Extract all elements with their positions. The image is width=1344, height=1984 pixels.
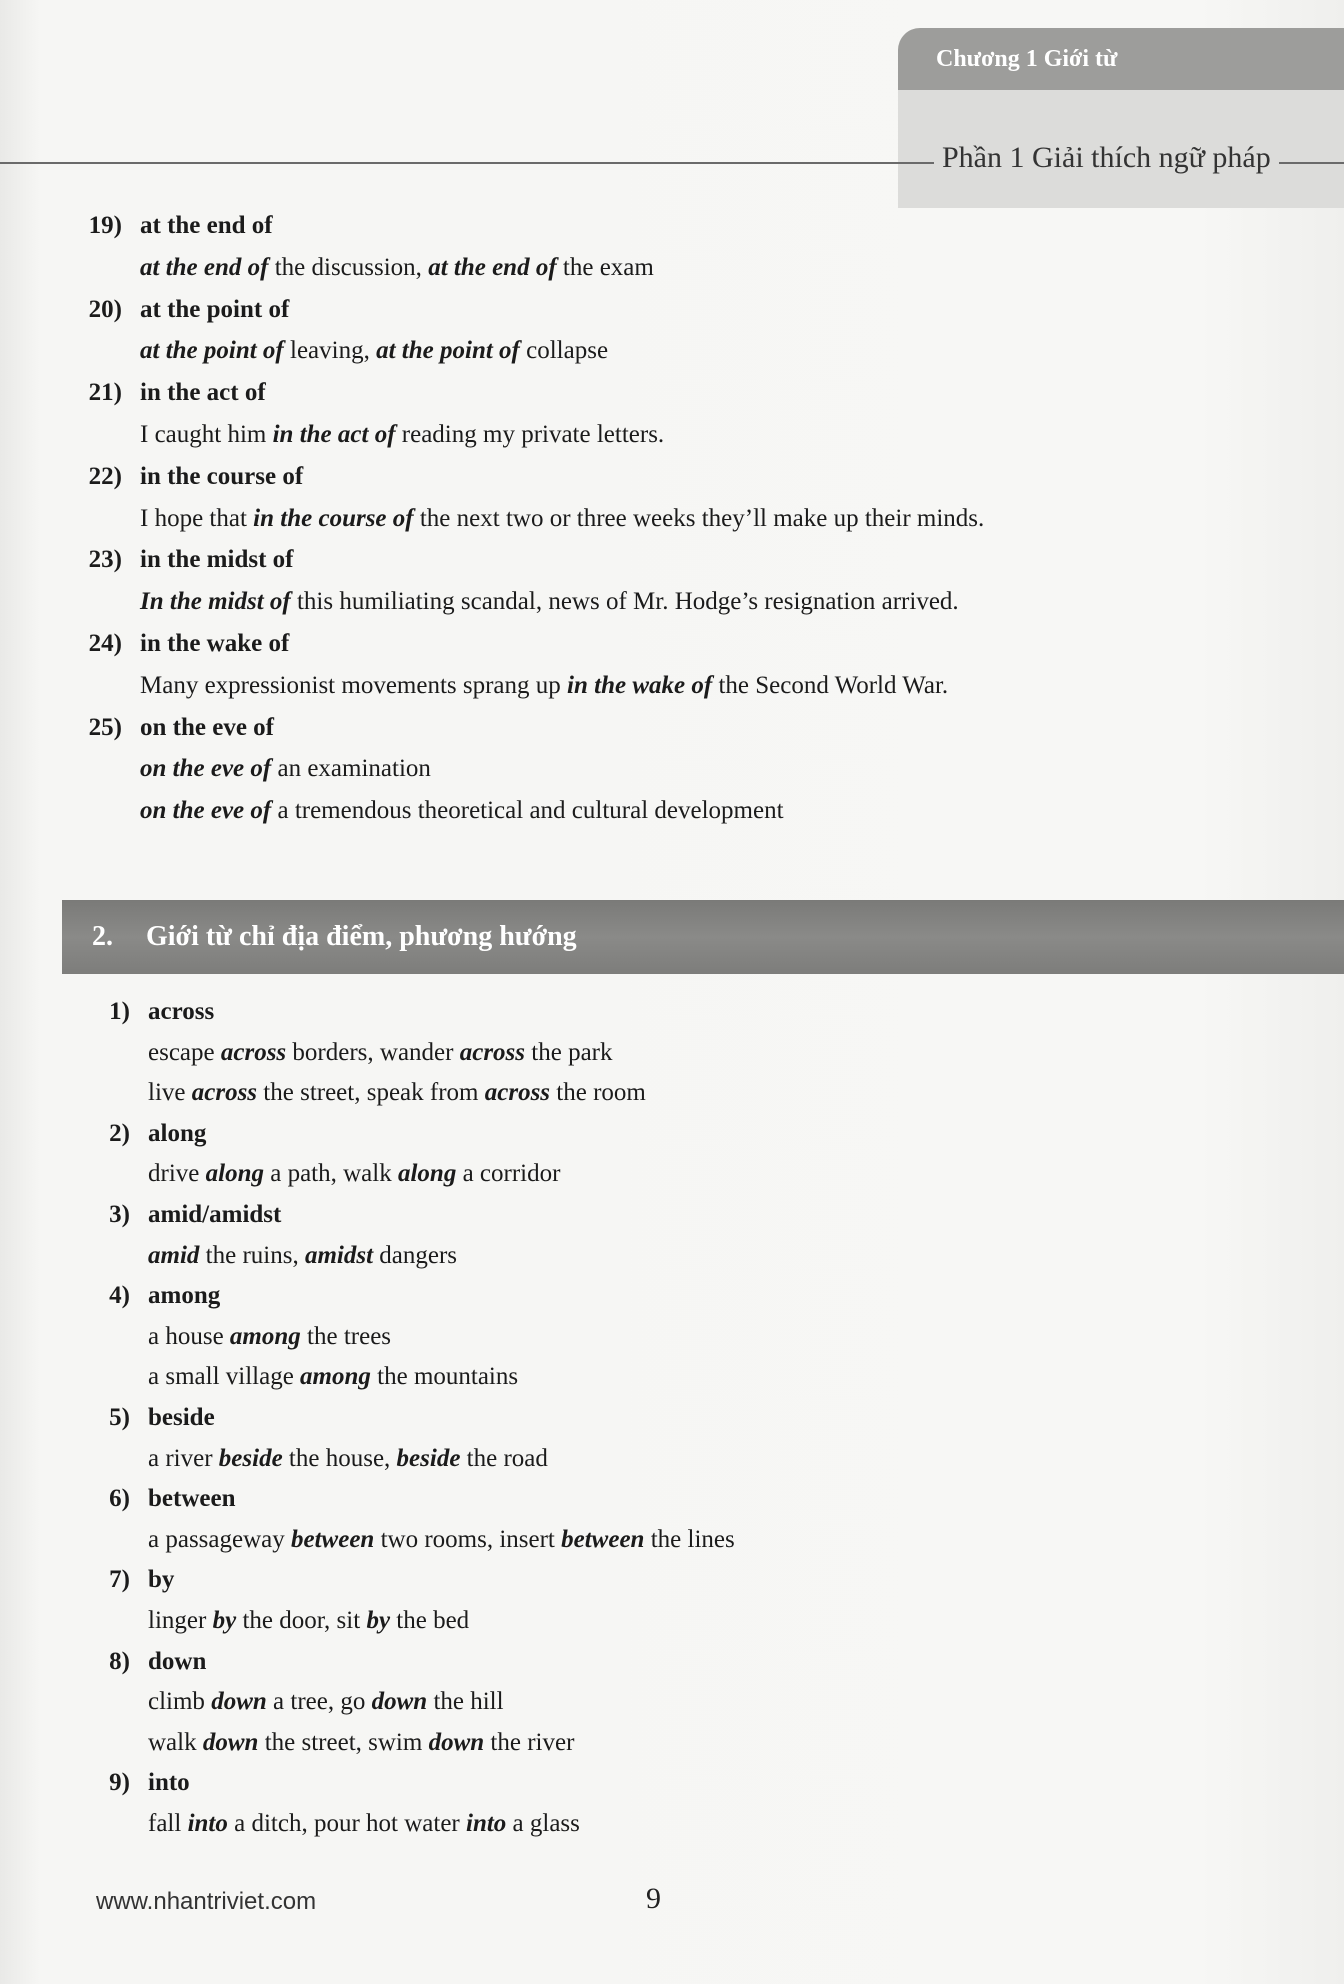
example-text: climb (148, 1688, 212, 1716)
entry-term: by (148, 1566, 175, 1594)
example-keyword: on the eve of (140, 755, 272, 783)
entry-number: 5) (109, 1404, 130, 1431)
entry-number: 25) (88, 713, 122, 741)
chapter-label: Chương 1 Giới từ (936, 46, 1118, 72)
entry-example (140, 499, 984, 539)
entry-number: 19) (88, 212, 122, 239)
entry-example (140, 331, 608, 371)
entry-example (148, 1601, 469, 1641)
example-keyword: into (466, 1810, 507, 1837)
part-label: Phần 1 Giải thích ngữ pháp (934, 136, 1279, 180)
entry-example (148, 1357, 518, 1397)
example-text: the street, speak from (257, 1079, 485, 1107)
entry-example (140, 582, 959, 622)
example-keyword: in the act of (272, 421, 396, 448)
entry-example (140, 791, 784, 831)
example-text: two rooms, insert (374, 1525, 562, 1553)
example-text: an examination (271, 755, 431, 783)
example-keyword: between (291, 1525, 375, 1553)
entry-term: beside (148, 1404, 215, 1431)
example-keyword: at the point of (376, 337, 520, 365)
entry-number: 6) (109, 1485, 130, 1513)
entry-term: at the end of (140, 212, 273, 239)
example-text: fall (148, 1810, 188, 1837)
entry-example (148, 1236, 457, 1276)
example-text: this humiliating scandal, news of Mr. Hodge’s resignation arrived. (290, 588, 959, 616)
example-text: the room (550, 1079, 646, 1107)
entry-number: 1) (109, 998, 130, 1025)
example-keyword: at the end of (140, 253, 269, 281)
example-text: the bed (390, 1607, 470, 1634)
entry-term: in the act of (140, 379, 266, 407)
example-keyword: by (212, 1607, 237, 1634)
example-keyword: along (205, 1160, 264, 1188)
example-text: walk (148, 1728, 203, 1756)
example-text: a river (148, 1444, 219, 1472)
example-keyword: In the midst of (140, 588, 291, 616)
page-number: 9 (646, 1882, 661, 1915)
example-text: a glass (506, 1810, 580, 1837)
section-number: 2. (92, 921, 113, 952)
example-keyword: down (202, 1728, 259, 1756)
example-text: a ditch, pour hot water (227, 1810, 466, 1837)
example-keyword: across (459, 1038, 526, 1066)
entry-example (148, 1804, 580, 1844)
example-text: drive (148, 1160, 206, 1188)
example-text: the Second World War. (712, 671, 949, 699)
example-text: dangers (373, 1241, 458, 1269)
entry-example (148, 1154, 560, 1194)
example-text: the ruins, (199, 1241, 305, 1269)
entry-term: between (148, 1485, 236, 1513)
example-text: the next two or three weeks they’ll make up their minds. (413, 504, 985, 532)
entry-term: into (148, 1769, 190, 1797)
example-text: the hill (427, 1688, 504, 1716)
entry-number: 7) (109, 1566, 130, 1594)
entry-number: 21) (88, 379, 122, 407)
example-keyword: between (561, 1525, 645, 1553)
example-keyword: down (371, 1688, 428, 1716)
example-keyword: into (187, 1810, 228, 1837)
example-text: reading my private letters. (395, 421, 665, 448)
entry-example (148, 1317, 391, 1357)
example-keyword: along (397, 1160, 457, 1188)
example-text: the trees (300, 1322, 392, 1350)
example-text: collapse (519, 337, 609, 365)
example-text: a tree, go (266, 1688, 372, 1716)
example-text: escape (148, 1038, 221, 1066)
entry-example (148, 1073, 646, 1113)
example-text: Many expressionist movements sprang up (140, 671, 568, 699)
example-keyword: amidst (304, 1241, 374, 1269)
entry-term: amid/amidst (148, 1201, 282, 1228)
entry-number: 3) (109, 1201, 130, 1228)
example-keyword: at the end of (428, 253, 557, 281)
example-keyword: beside (396, 1444, 461, 1472)
entry-term: at the point of (140, 295, 290, 323)
example-keyword: by (366, 1607, 391, 1634)
entry-term: on the eve of (140, 713, 274, 741)
example-text: live (148, 1079, 192, 1107)
example-keyword: in the course of (253, 504, 414, 532)
footer-url: www.nhantriviet.com (96, 1888, 317, 1915)
example-text: the road (460, 1444, 548, 1472)
example-text: a passageway (148, 1525, 291, 1553)
example-text: I hope that (140, 504, 254, 532)
example-text: the lines (644, 1525, 735, 1553)
example-text: a house (148, 1322, 230, 1350)
example-text: a path, walk (263, 1160, 398, 1188)
example-keyword: among (229, 1322, 301, 1350)
example-keyword: amid (148, 1241, 200, 1269)
entry-number: 24) (88, 630, 122, 657)
entry-term: in the course of (140, 462, 304, 490)
example-text: a corridor (456, 1160, 561, 1188)
entry-number: 23) (88, 546, 122, 574)
entry-number: 9) (109, 1769, 130, 1797)
section-banner (62, 900, 1344, 974)
entry-example (140, 749, 431, 789)
example-text: the exam (556, 253, 654, 281)
entry-example (140, 666, 948, 706)
example-keyword: down (428, 1728, 485, 1756)
example-text: the park (525, 1038, 613, 1066)
example-keyword: in the wake of (567, 671, 713, 699)
entry-example (148, 1723, 574, 1763)
example-text: leaving, (283, 337, 377, 365)
entry-term: among (148, 1282, 221, 1310)
entry-term: across (148, 998, 215, 1025)
entry-term: along (148, 1119, 207, 1147)
example-text: the discussion, (268, 253, 429, 281)
example-text: the door, sit (236, 1607, 367, 1634)
entry-example (148, 1033, 613, 1073)
example-text: a tremendous theoretical and cultural development (271, 797, 784, 825)
entry-number: 8) (109, 1647, 130, 1675)
chapter-tab (898, 28, 1344, 90)
entry-term: in the midst of (140, 546, 294, 574)
example-text: borders, wander (286, 1038, 460, 1066)
example-text: the mountains (370, 1363, 519, 1391)
entry-number: 2) (109, 1119, 130, 1147)
entry-example (148, 1439, 548, 1479)
entry-number: 20) (88, 295, 122, 323)
entry-number: 22) (88, 462, 122, 490)
entry-example (140, 248, 654, 288)
entry-number: 4) (109, 1282, 130, 1310)
example-keyword: among (300, 1363, 371, 1391)
example-keyword: on the eve of (140, 797, 272, 825)
example-text: the street, swim (258, 1728, 429, 1756)
example-keyword: down (211, 1688, 267, 1716)
example-text: linger (148, 1607, 213, 1634)
entry-example (140, 415, 664, 455)
example-keyword: across (484, 1079, 551, 1107)
entry-example (148, 1520, 735, 1560)
example-text: I caught him (140, 421, 273, 448)
section-title: Giới từ chỉ địa điểm, phương hướng (146, 921, 577, 952)
example-keyword: at the point of (140, 337, 284, 365)
example-keyword: across (220, 1038, 287, 1066)
entry-term: down (148, 1647, 207, 1675)
example-keyword: beside (218, 1444, 283, 1472)
example-keyword: across (191, 1079, 258, 1107)
example-text: the house, (282, 1444, 397, 1472)
entry-term: in the wake of (140, 630, 290, 657)
example-text: a small village (148, 1363, 301, 1391)
entry-example (148, 1682, 504, 1722)
example-text: the river (484, 1728, 575, 1756)
